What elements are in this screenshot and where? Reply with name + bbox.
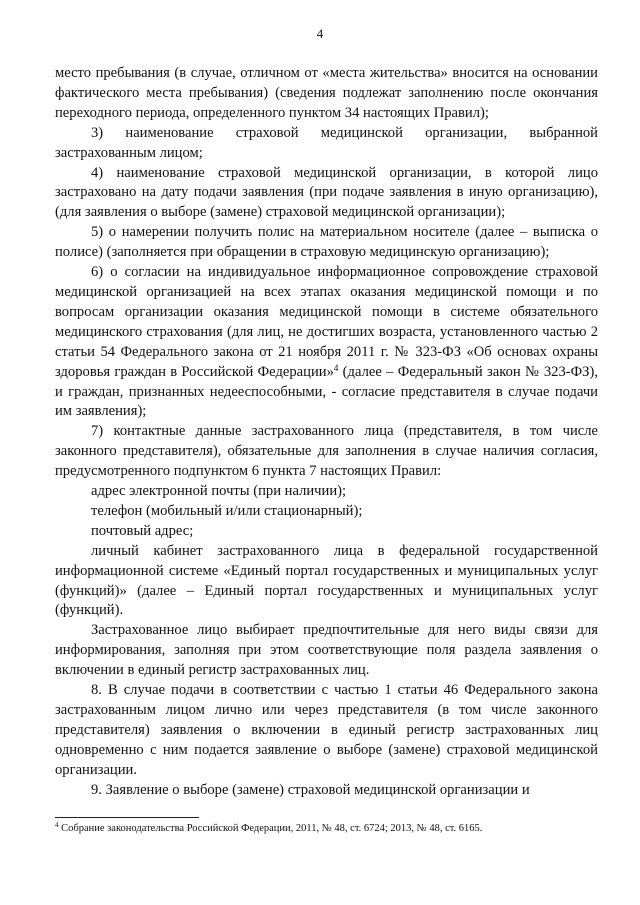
body-text [55,64,598,801]
page-number: 4 [316,26,324,41]
footnote-mark: 4 [55,821,59,829]
paragraph-item-6-text-a: 6) о согласии на индивидуальное информационное сопровождение страховой медицинской организацией на всех этапах оказания медицинской помощи и по вопросам организации оказания медицинской помощи в системе обязательного медицинского страхования (для лиц, не достигших возраста, установленного частью 2 статьи 54 Федерального закона от 21 ноября 2011 г. № 323-ФЗ «Об основах охраны здоровья граждан в Российской Федерации» [55,264,598,380]
paragraph-item-6-text-b: (далее – Федеральный закон № 323-ФЗ), и граждан, признанных недееспособными, - согласие представителя в случае подачи им заявления); [55,363,598,420]
paragraph-item-3: 3) наименование страховой медицинской организации, выбранной застрахованным лицом; [55,124,598,161]
paragraph-item-9: 9. Заявление о выборе (замене) страховой медицинской организации и [91,781,530,798]
footnote [55,822,598,836]
paragraph-item-5: 5) о намерении получить полис на материальном носителе (далее – выписка о полисе) (заполняется при обращении в страховую медицинскую организацию); [55,224,598,261]
contact-phone: телефон (мобильный и/или стационарный); [91,502,363,519]
footnote-divider [55,817,199,818]
paragraph-1: место пребывания (в случае, отличном от «места жительства» вносится на основании фактического места пребывания) (сведения подлежат заполнению после окончания переходного периода, определенного пунктом 34 настоящих Правил); [55,65,598,121]
footnote-text: Собрание законодательства Российской Федерации, 2011, № 48, ст. 6724; 2013, № 48, ст. 6165. [58,823,483,834]
contact-email: адрес электронной почты (при наличии); [91,483,347,500]
paragraph-item-6 [55,263,598,422]
paragraph-item-4: 4) наименование страховой медицинской организации, в которой лицо застраховано на дату подачи заявления (при подаче заявления в иную организацию), (для заявления о выборе (замене) страховой медицинской организации); [55,164,598,221]
contact-postal-address: почтовый адрес; [91,522,194,539]
contact-personal-account: личный кабинет застрахованного лица в федеральной государственной информационной системе «Единый портал государственных и муниципальных услуг (функций)» (далее – Единый портал государственных и муниципальных услуг (функций). [55,542,598,619]
paragraph-contact-choice: Застрахованное лицо выбирает предпочтительные для него виды связи для информирования, заполняя при этом соответствующие поля раздела заявления о включении в единый регистр застрахованных лиц. [55,622,598,679]
paragraph-item-7: 7) контактные данные застрахованного лица (представителя, в том числе законного представителя), обязательные для заполнения в случае наличия согласия, предусмотренного подпунктом 6 пункта 7 настоящих Правил: [55,423,598,480]
paragraph-item-8: 8. В случае подачи в соответствии с частью 1 статьи 46 Федерального закона застрахованным лицом лично или через представителя (в том числе законного представителя) заявления о включении в единый регистр застрахованных лиц одновременно с ним подается заявление о выборе (замене) страховой медицинской организации. [55,682,598,778]
footnote-reference: 4 [333,362,339,373]
